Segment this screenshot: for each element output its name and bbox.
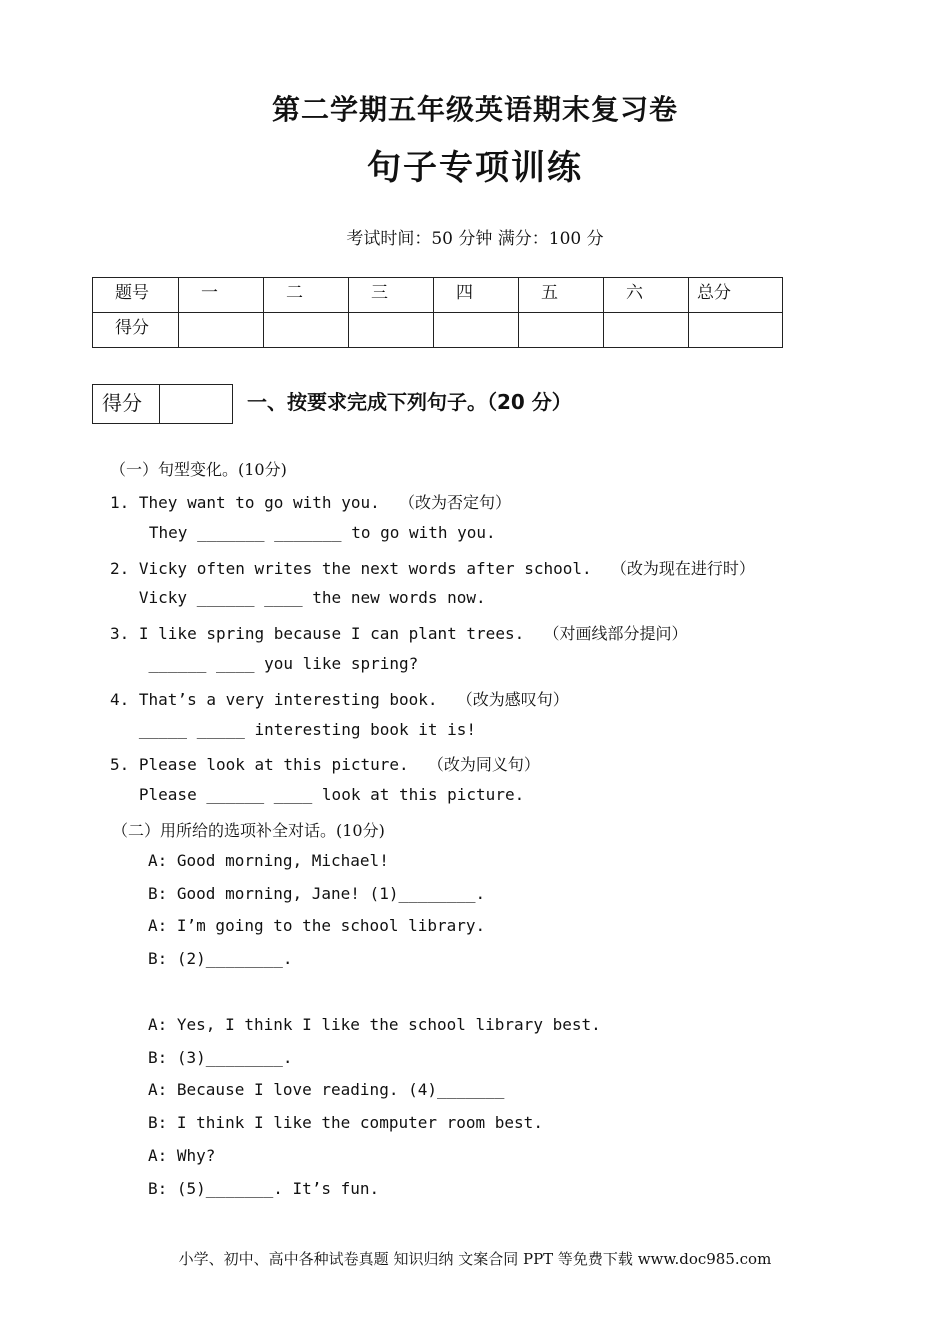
score-table-cell: 四 — [434, 278, 519, 313]
dialogue-line: B: (2)________. — [148, 949, 293, 968]
part1-heading: （一）句型变化。(10分) — [110, 460, 287, 479]
exam-info: 考试时间：50 分钟 满分：100 分 — [346, 229, 604, 249]
dialogue-line: B: Good morning, Jane! (1)________. — [148, 884, 486, 903]
score-table-score-row — [93, 313, 783, 348]
question-line: 3. I like spring because I can plant trees. （对画线部分提问） — [110, 624, 688, 643]
dialogue-line: A: Good morning, Michael! — [148, 851, 389, 870]
part2-heading: （二）用所给的选项补全对话。(10分) — [112, 821, 385, 840]
dialogue-line: A: Yes, I think I like the school library best. — [148, 1015, 601, 1034]
score-table-header-row — [93, 278, 783, 313]
score-table-cell: 得分 — [93, 313, 179, 348]
score-table-empty-cell — [604, 313, 689, 348]
dialogue-line: A: Because I love reading. (4)_______ — [148, 1080, 505, 1099]
score-table-cell: 二 — [264, 278, 349, 313]
score-table-empty-cell — [349, 313, 434, 348]
section-heading: 一、按要求完成下列句子。（20 分） — [247, 390, 572, 414]
dialogue-line: A: I’m going to the school library. — [148, 916, 486, 935]
answer-line: _____ _____ interesting book it is! — [110, 720, 477, 739]
section-score-box — [92, 384, 233, 424]
score-table-empty-cell — [264, 313, 349, 348]
question-line: 5. Please look at this picture. （改为同义句） — [110, 755, 540, 774]
score-table-cell: 六 — [604, 278, 689, 313]
score-table-cell: 五 — [519, 278, 604, 313]
footer-text: 小学、初中、高中各种试卷真题 知识归纳 文案合同 PPT 等免费下载 www.doc985.com — [178, 1250, 772, 1268]
dialogue-line: B: I think I like the computer room best. — [148, 1113, 543, 1132]
section-score-label: 得分 — [102, 391, 142, 415]
question-line: 1. They want to go with you. （改为否定句） — [110, 493, 511, 512]
score-table-empty-cell — [434, 313, 519, 348]
score-table-empty-cell — [689, 313, 783, 348]
dialogue-line: B: (3)________. — [148, 1048, 293, 1067]
score-table-cell: 一 — [179, 278, 264, 313]
dialogue-line: A: Why? — [148, 1146, 216, 1165]
score-table-empty-cell — [519, 313, 604, 348]
question-line: 2. Vicky often writes the next words after school. （改为现在进行时） — [110, 559, 755, 578]
answer-line: Vicky ______ ____ the new words now. — [110, 588, 486, 607]
score-table-empty-cell — [179, 313, 264, 348]
document-subtitle: 句子专项训练 — [367, 148, 583, 188]
score-table-cell: 总分 — [689, 278, 783, 313]
score-table — [92, 277, 783, 348]
answer-line: They _______ _______ to go with you. — [120, 523, 496, 542]
score-box-divider — [159, 385, 160, 423]
answer-line: ______ ____ you like spring? — [110, 654, 419, 673]
dialogue-line: B: (5)_______. It’s fun. — [148, 1179, 380, 1198]
score-table-cell: 三 — [349, 278, 434, 313]
score-table-cell: 题号 — [93, 278, 179, 313]
answer-line: Please ______ ____ look at this picture. — [110, 785, 525, 804]
question-line: 4. That’s a very interesting book. （改为感叹句） — [110, 690, 569, 709]
document-title: 第二学期五年级英语期末复习卷 — [271, 93, 678, 126]
